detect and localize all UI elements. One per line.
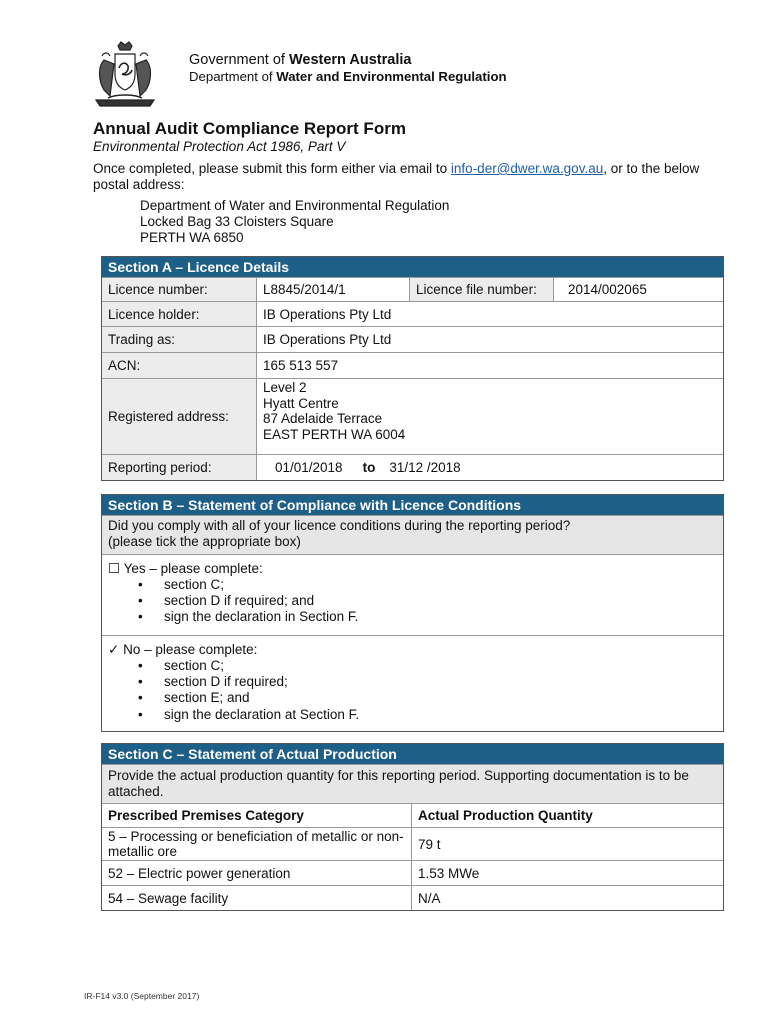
licence-holder-label: Licence holder: (102, 302, 257, 326)
section-c-heading: Section C – Statement of Actual Production (102, 744, 723, 764)
table-row (102, 827, 723, 860)
table-row (102, 885, 723, 910)
section-a-heading: Section A – Licence Details (102, 257, 723, 277)
production-header-row (102, 803, 723, 827)
production-intro: Provide the actual production quantity for this reporting period. Supporting documentation is to be attached. (108, 768, 689, 799)
yes-option (102, 555, 364, 635)
list-item: • section D if required; and (138, 593, 358, 609)
yes-option-row (102, 554, 723, 635)
no-checkbox[interactable]: ✓ (108, 642, 120, 657)
address-line: Locked Bag 33 Cloisters Square (140, 214, 334, 229)
address-line: Level 2 (263, 380, 307, 395)
letterhead (92, 40, 692, 112)
section-c-production (101, 743, 724, 911)
reporting-period-row (102, 454, 723, 480)
address-line: Hyatt Centre (263, 395, 339, 411)
category-cell: 52 – Electric power generation (102, 861, 412, 885)
period-to[interactable]: 31/12 /2018 (389, 460, 461, 475)
yes-checkbox[interactable]: ☐ (108, 561, 121, 576)
period-to-word: to (362, 460, 376, 475)
licence-file-label: Licence file number: (409, 278, 554, 301)
form-title: Annual Audit Compliance Report Form (93, 119, 406, 138)
category-cell: 54 – Sewage facility (102, 886, 412, 910)
yes-label: Yes – please complete: (123, 561, 263, 576)
section-a-licence-details (101, 256, 724, 481)
production-intro-row (102, 764, 723, 803)
licence-holder-value[interactable]: IB Operations Pty Ltd (263, 306, 392, 322)
period-from[interactable]: 01/01/2018 (275, 460, 343, 475)
quantity-cell[interactable]: 79 t (418, 836, 441, 852)
postal-address (140, 198, 449, 246)
registered-address-label: Registered address: (102, 379, 257, 454)
act-reference: Environmental Protection Act 1986, Part V (93, 139, 346, 154)
list-item: • section C; (138, 658, 359, 674)
address-line: 87 Adelaide Terrace (263, 411, 383, 426)
acn-row (102, 352, 723, 378)
no-requirements-list (138, 658, 359, 723)
no-label: No – please complete: (123, 642, 258, 657)
acn-label: ACN: (102, 353, 257, 378)
list-item: • section D if required; (138, 674, 359, 690)
reporting-period-value (257, 455, 723, 480)
registered-address-row (102, 378, 723, 454)
no-option-row (102, 635, 723, 731)
compliance-question-row (102, 515, 723, 554)
category-cell: 5 – Processing or beneficiation of metallic or non-metallic ore (102, 828, 412, 860)
government-title: Government of Western Australia (189, 52, 412, 68)
licence-number-value[interactable]: L8845/2014/1 (263, 282, 346, 297)
licence-number-label: Licence number: (102, 278, 257, 301)
department-title: Department of Water and Environmental Regulation (189, 69, 507, 84)
registered-address-value[interactable] (257, 379, 723, 454)
acn-value[interactable]: 165 513 557 (263, 358, 339, 373)
compliance-question: Did you comply with all of your licence conditions during the reporting period? (please tick the appropriate box) (108, 518, 571, 549)
table-row (102, 860, 723, 885)
address-line: EAST PERTH WA 6004 (263, 426, 406, 442)
trading-as-label: Trading as: (102, 327, 257, 352)
list-item: • section C; (138, 577, 358, 593)
list-item: • sign the declaration in Section F. (138, 609, 358, 625)
address-line: PERTH WA 6850 (140, 230, 244, 245)
licence-holder-row (102, 301, 723, 326)
form-version-footer: IR-F14 v3.0 (September 2017) (84, 991, 200, 1001)
email-link[interactable]: info-der@dwer.wa.gov.au (450, 161, 604, 176)
list-item: • sign the declaration at Section F. (138, 707, 359, 723)
submission-instructions: Once completed, please submit this form either via email to info-der@dwer.wa.gov.au, or to the below postal address: (93, 161, 700, 192)
trading-as-row (102, 326, 723, 352)
section-b-compliance (101, 494, 724, 732)
trading-as-value[interactable]: IB Operations Pty Ltd (263, 332, 392, 347)
quantity-cell[interactable]: 1.53 MWe (418, 865, 480, 881)
quantity-cell[interactable]: N/A (418, 890, 441, 906)
quantity-column-header: Actual Production Quantity (418, 808, 593, 823)
reporting-period-label: Reporting period: (102, 455, 257, 480)
no-option (102, 636, 365, 731)
section-b-heading: Section B – Statement of Compliance with Licence Conditions (102, 495, 723, 515)
licence-number-row (102, 277, 723, 301)
licence-file-value[interactable]: 2014/002065 (568, 282, 647, 297)
yes-requirements-list (138, 577, 358, 626)
category-column-header: Prescribed Premises Category (102, 804, 412, 827)
address-line: Department of Water and Environmental Regulation (140, 198, 450, 213)
list-item: • section E; and (138, 690, 359, 706)
wa-coat-of-arms-icon (92, 40, 158, 108)
